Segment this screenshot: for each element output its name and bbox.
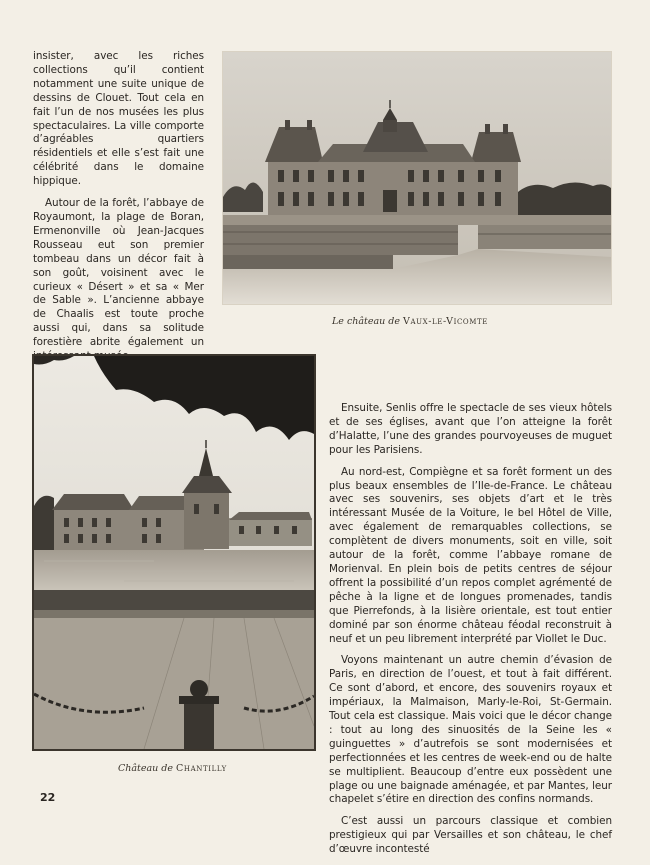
paragraph: C’est aussi un parcours classique et combien prestigieux qui par Versailles et son château, le chef d’œuvre incontesté	[329, 815, 612, 856]
paragraph: Autour de la forêt, l’abbaye de Royaumont, la plage de Boran, Ermenonville où Jean-Jacques Rousseau eut son premier tombeau dans un décor fait à son goût, voisinent avec le curieux « Désert » et sa « Mer de Sable ». L’ancienne abbaye de Chaalis est toute proche aussi qui, dans sa solitude forestière abrite également un	[33, 197, 204, 349]
vaux-caption	[332, 316, 488, 327]
caption-place-name: Vaux-le-Vicomte	[403, 316, 488, 327]
caption-italic: Le château de	[332, 316, 400, 327]
right-text-column	[329, 402, 612, 865]
caption-place-name: Chantilly	[176, 763, 227, 774]
caption-italic: Château de	[118, 763, 173, 774]
page-number: 22	[40, 791, 56, 804]
paragraph: insister, avec les riches collections qu’il contient notamment une suite unique de dessins de Clouet. Tout cela en fait l’un de nos musées les plus spectaculaires. La ville comporte d’agréables quartiers résidentiels et elle s’est fait une célébrité dans le domaine hippique.	[33, 50, 204, 188]
chantilly-caption	[118, 763, 227, 774]
paragraph: Au nord-est, Compiègne et sa forêt forment un des plus beaux ensembles de l’Ile-de-France. Le château avec ses souvenirs, ses objets d’art et le très intéressant Musée de la Voiture, le bel Hôtel de Ville, avec également de remarquables collections, se complètent de divers monuments, soit en ville, soit autour de la forêt, comme l’abbaye romane de Morienval. En plein bois de petits centres de séjour offrent la possibilité d’un repos complet agrémenté de pêche à la ligne et de longues promenades, tandis que Pierrefonds, à la lisière orientale, est tout entier dominé par son énorme château féodal reconstruit à neuf et un peu librement interprété par Viollet le Duc.	[329, 465, 612, 645]
paragraph: Voyons maintenant un autre chemin d’évasion de Paris, en direction de l’ouest, et tout à fait différent. Ce sont d’abord, et encore, des souvenirs royaux et impériaux, la Malmaison, Marly-le-Roi, St-Germain. Tout cela est classique. Mais voici que le décor change : tout au long des sinuosités de la Seine les « guinguettes » d’autrefois se sont modernisées et perfectionnées et les centres de week-end ou de halte se multiplient. Beaucoup d’entre eux possèdent une plage ou une baignade aménagée, et par Mantes, leur chapelet s’étire en direction des confins normands.	[329, 654, 612, 806]
chantilly-photo	[32, 354, 316, 751]
vaux-le-vicomte-photo	[222, 51, 612, 305]
left-text-column	[33, 50, 204, 372]
paragraph: Ensuite, Senlis offre le spectacle de ses vieux hôtels et de ses églises, avant que l’on atteigne la forêt d’Halatte, l’une des grandes pourvoyeuses de muguet pour les Parisiens.	[329, 402, 612, 456]
